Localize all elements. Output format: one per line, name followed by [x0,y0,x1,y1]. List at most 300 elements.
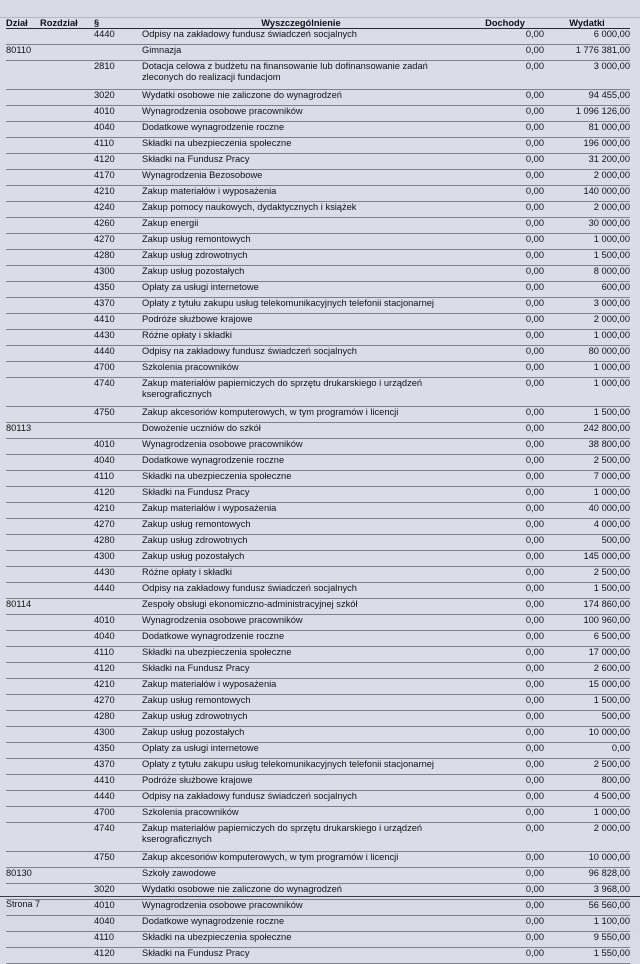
cell-dzial [6,298,40,314]
cell-rozdzial [40,45,94,61]
cell-dochody: 0,00 [466,90,544,106]
cell-rozdzial [40,154,94,170]
cell-text-line1: Zakup materiałów i wyposażenia [142,503,277,514]
cell-text-line1: Zakup akcesoriów komputerowych, w tym programów i licencji [142,852,399,863]
cell-wydatki: 8 000,00 [544,266,630,282]
cell-wyszczegolnienie [136,599,466,615]
cell-dzial [6,471,40,487]
cell-dzial [6,487,40,503]
cell-dochody: 0,00 [466,743,544,759]
cell-rozdzial [40,122,94,138]
cell-paragraf: 4370 [94,759,136,775]
cell-paragraf: 4740 [94,378,136,407]
cell-text-line1: Zakup usług remontowych [142,234,251,245]
cell-dzial [6,378,40,407]
table-row [6,948,630,964]
cell-dzial: 80114 [6,599,40,615]
cell-rozdzial [40,711,94,727]
cell-paragraf: 4010 [94,106,136,122]
table-row [6,823,630,852]
cell-rozdzial [40,551,94,567]
cell-paragraf: 4210 [94,503,136,519]
cell-wyszczegolnienie [136,314,466,330]
cell-wydatki: 94 455,00 [544,90,630,106]
table-row [6,455,630,471]
cell-dzial: 80130 [6,868,40,884]
cell-dochody: 0,00 [466,519,544,535]
cell-dzial [6,29,40,45]
cell-rozdzial [40,823,94,852]
cell-rozdzial [40,567,94,583]
cell-rozdzial [40,250,94,266]
cell-rozdzial [40,599,94,615]
table-row [6,868,630,884]
table-row [6,266,630,282]
cell-wyszczegolnienie [136,186,466,202]
cell-rozdzial [40,378,94,407]
cell-dochody: 0,00 [466,346,544,362]
cell-dzial [6,186,40,202]
cell-wyszczegolnienie [136,487,466,503]
cell-dochody: 0,00 [466,407,544,423]
cell-paragraf: 4440 [94,29,136,45]
cell-text-line1: Zakup usług zdrowotnych [142,711,248,722]
cell-rozdzial [40,852,94,868]
cell-wyszczegolnienie [136,138,466,154]
cell-text-line1: Składki na Fundusz Pracy [142,948,250,959]
cell-dochody: 0,00 [466,884,544,900]
cell-wydatki: 174 860,00 [544,599,630,615]
cell-paragraf: 4240 [94,202,136,218]
cell-text-line1: Wydatki osobowe nie zaliczone do wynagrodzeń [142,90,342,101]
cell-paragraf: 4270 [94,234,136,250]
cell-text-line1: Składki na Fundusz Pracy [142,154,250,165]
cell-rozdzial [40,487,94,503]
cell-wyszczegolnienie [136,282,466,298]
cell-text-line1: Wydatki osobowe nie zaliczone do wynagrodzeń [142,884,342,895]
table-row [6,122,630,138]
cell-rozdzial [40,631,94,647]
cell-text-line1: Wynagrodzenia osobowe pracowników [142,106,303,117]
cell-paragraf: 3020 [94,884,136,900]
cell-paragraf [94,599,136,615]
cell-rozdzial [40,314,94,330]
table-row [6,599,630,615]
table-body [6,29,630,964]
cell-wydatki: 10 000,00 [544,727,630,743]
cell-paragraf: 4170 [94,170,136,186]
cell-paragraf: 4270 [94,695,136,711]
cell-paragraf: 4010 [94,439,136,455]
cell-wyszczegolnienie [136,106,466,122]
table-row [6,346,630,362]
cell-paragraf: 4750 [94,852,136,868]
cell-dzial [6,807,40,823]
table-row [6,29,630,45]
cell-wydatki: 40 000,00 [544,503,630,519]
cell-wyszczegolnienie [136,170,466,186]
cell-text-line1: Składki na Fundusz Pracy [142,487,250,498]
cell-dochody: 0,00 [466,807,544,823]
cell-dzial [6,122,40,138]
table-row [6,519,630,535]
cell-paragraf: 4440 [94,791,136,807]
cell-wyszczegolnienie [136,61,466,90]
cell-wyszczegolnienie [136,122,466,138]
cell-wydatki: 500,00 [544,535,630,551]
cell-dzial [6,218,40,234]
cell-rozdzial [40,29,94,45]
cell-dochody: 0,00 [466,948,544,964]
table-row [6,439,630,455]
cell-rozdzial [40,423,94,439]
cell-wyszczegolnienie [136,535,466,551]
cell-rozdzial [40,535,94,551]
cell-dzial [6,138,40,154]
cell-wydatki: 1 000,00 [544,362,630,378]
column-header-paragraf: § [94,18,136,29]
cell-rozdzial [40,948,94,964]
cell-rozdzial [40,868,94,884]
cell-paragraf: 4410 [94,314,136,330]
column-header-wydatki: Wydatki [544,18,630,29]
page-footer [0,896,640,919]
cell-text-line1: Podróże służbowe krajowe [142,314,253,325]
table-row [6,138,630,154]
cell-dochody: 0,00 [466,900,544,916]
cell-dzial [6,90,40,106]
cell-wyszczegolnienie [136,695,466,711]
cell-text-line1: Dotacja celowa z budżetu na finansowanie lub dofinansowanie zadań [142,61,428,72]
cell-wydatki: 31 200,00 [544,154,630,170]
table-row [6,932,630,948]
cell-wyszczegolnienie [136,948,466,964]
cell-dochody: 0,00 [466,186,544,202]
cell-text-line1: Zakup usług remontowych [142,695,251,706]
cell-rozdzial [40,519,94,535]
cell-wyszczegolnienie [136,743,466,759]
table-row [6,90,630,106]
cell-wydatki: 7 000,00 [544,471,630,487]
table-row [6,250,630,266]
cell-wyszczegolnienie [136,90,466,106]
cell-wyszczegolnienie [136,631,466,647]
cell-text-line1: Zakup materiałów papierniczych do sprzętu drukarskiego i urządzeń [142,378,423,389]
cell-rozdzial [40,298,94,314]
cell-text-line1: Zakup usług zdrowotnych [142,250,248,261]
table-row [6,631,630,647]
cell-text-line1: Dodatkowe wynagrodzenie roczne [142,631,285,642]
cell-dzial [6,743,40,759]
cell-wydatki: 96 828,00 [544,868,630,884]
cell-rozdzial [40,330,94,346]
cell-wyszczegolnienie [136,330,466,346]
cell-dochody: 0,00 [466,138,544,154]
cell-dochody: 0,00 [466,916,544,932]
cell-rozdzial [40,266,94,282]
cell-dzial [6,314,40,330]
table-row [6,407,630,423]
table-header [6,18,630,29]
cell-wyszczegolnienie [136,455,466,471]
table-row [6,202,630,218]
cell-text-line2: zleconych do realizacji fundacjom [142,71,281,82]
column-header-dochody: Dochody [466,18,544,29]
cell-dochody: 0,00 [466,599,544,615]
cell-wyszczegolnienie [136,250,466,266]
cell-text-line1: Zakup usług remontowych [142,519,251,530]
cell-rozdzial [40,170,94,186]
cell-wydatki: 242 800,00 [544,423,630,439]
cell-rozdzial [40,695,94,711]
cell-wyszczegolnienie [136,791,466,807]
cell-dzial [6,775,40,791]
table-row [6,314,630,330]
cell-wydatki: 56 560,00 [544,900,630,916]
cell-dzial [6,346,40,362]
cell-dochody: 0,00 [466,852,544,868]
cell-dzial [6,282,40,298]
cell-dochody: 0,00 [466,727,544,743]
cell-wydatki: 1 000,00 [544,487,630,503]
cell-paragraf [94,868,136,884]
cell-text-line1: Gimnazja [142,45,182,56]
cell-wydatki: 3 968,00 [544,884,630,900]
table-row [6,487,630,503]
cell-rozdzial [40,138,94,154]
page-number-label: Strona 7 [6,899,41,909]
cell-wyszczegolnienie [136,234,466,250]
cell-paragraf: 2810 [94,61,136,90]
cell-rozdzial [40,663,94,679]
cell-paragraf: 4300 [94,266,136,282]
cell-text-line1: Wynagrodzenia osobowe pracowników [142,615,303,626]
cell-text-line1: Opłaty z tytułu zakupu usług telekomunikacyjnych telefonii stacjonarnej [142,298,434,309]
cell-text-line1: Dodatkowe wynagrodzenie roczne [142,916,285,927]
cell-dzial [6,663,40,679]
cell-text-line1: Wynagrodzenia osobowe pracowników [142,439,303,450]
cell-wydatki: 2 500,00 [544,455,630,471]
table-row [6,471,630,487]
cell-text-line1: Odpisy na zakładowy fundusz świadczeń socjalnych [142,583,357,594]
cell-dzial [6,948,40,964]
cell-dochody: 0,00 [466,759,544,775]
cell-wyszczegolnienie [136,298,466,314]
cell-wydatki: 81 000,00 [544,122,630,138]
cell-dochody: 0,00 [466,298,544,314]
cell-dzial [6,234,40,250]
cell-text-line1: Składki na Fundusz Pracy [142,663,250,674]
cell-text-line2: kserograficznych [142,833,212,844]
column-header-dzial: Dział [6,18,40,29]
cell-dzial [6,932,40,948]
cell-rozdzial [40,727,94,743]
cell-wyszczegolnienie [136,679,466,695]
cell-paragraf: 4350 [94,282,136,298]
cell-rozdzial [40,407,94,423]
cell-paragraf: 4210 [94,679,136,695]
cell-wydatki: 145 000,00 [544,551,630,567]
cell-paragraf: 4430 [94,330,136,346]
cell-dochody: 0,00 [466,250,544,266]
cell-rozdzial [40,218,94,234]
cell-wydatki: 3 000,00 [544,61,630,90]
cell-rozdzial [40,471,94,487]
cell-paragraf: 4440 [94,346,136,362]
cell-dochody: 0,00 [466,535,544,551]
cell-wydatki: 2 600,00 [544,663,630,679]
cell-wyszczegolnienie [136,346,466,362]
cell-text-line1: Zakup materiałów i wyposażenia [142,186,277,197]
cell-paragraf: 4280 [94,711,136,727]
cell-dzial [6,615,40,631]
cell-dochody: 0,00 [466,583,544,599]
cell-paragraf: 4370 [94,298,136,314]
cell-text-line1: Różne opłaty i składki [142,567,232,578]
cell-paragraf: 4300 [94,727,136,743]
cell-wydatki: 196 000,00 [544,138,630,154]
cell-paragraf: 4750 [94,407,136,423]
cell-paragraf: 4270 [94,519,136,535]
cell-paragraf: 4700 [94,362,136,378]
table-row [6,234,630,250]
cell-dochody: 0,00 [466,932,544,948]
cell-text-line1: Zakup akcesoriów komputerowych, w tym programów i licencji [142,407,399,418]
cell-dochody: 0,00 [466,791,544,807]
cell-dzial [6,647,40,663]
cell-dochody: 0,00 [466,362,544,378]
cell-dzial [6,61,40,90]
table-row [6,791,630,807]
cell-paragraf: 4440 [94,583,136,599]
cell-paragraf: 4350 [94,743,136,759]
cell-text-line1: Szkolenia pracowników [142,362,239,373]
cell-wydatki: 2 500,00 [544,567,630,583]
cell-paragraf: 4040 [94,916,136,932]
cell-wyszczegolnienie [136,727,466,743]
table-row [6,647,630,663]
table-row [6,743,630,759]
cell-wydatki: 2 000,00 [544,202,630,218]
cell-text-line1: Odpisy na zakładowy fundusz świadczeń socjalnych [142,346,357,357]
cell-dochody: 0,00 [466,202,544,218]
cell-wydatki: 800,00 [544,775,630,791]
cell-wydatki: 0,00 [544,743,630,759]
cell-text-line1: Składki na ubezpieczenia społeczne [142,932,292,943]
cell-dochody: 0,00 [466,106,544,122]
table-row [6,423,630,439]
table-row [6,679,630,695]
table-row [6,298,630,314]
cell-rozdzial [40,234,94,250]
table-row [6,727,630,743]
table-row [6,282,630,298]
cell-dzial: 80110 [6,45,40,61]
cell-text-line1: Opłaty za usługi internetowe [142,743,259,754]
cell-text-line2: kserograficznych [142,388,212,399]
cell-dochody: 0,00 [466,154,544,170]
cell-rozdzial [40,743,94,759]
cell-rozdzial [40,775,94,791]
table-row [6,45,630,61]
cell-dzial [6,106,40,122]
cell-text-line1: Zakup usług zdrowotnych [142,535,248,546]
cell-wydatki: 1 500,00 [544,407,630,423]
cell-dzial [6,551,40,567]
cell-text-line1: Składki na ubezpieczenia społeczne [142,647,292,658]
cell-dochody: 0,00 [466,218,544,234]
cell-wydatki: 600,00 [544,282,630,298]
cell-dochody: 0,00 [466,314,544,330]
cell-text-line1: Dodatkowe wynagrodzenie roczne [142,122,285,133]
cell-rozdzial [40,679,94,695]
table-row [6,551,630,567]
table-row [6,807,630,823]
cell-wydatki: 15 000,00 [544,679,630,695]
cell-dochody: 0,00 [466,695,544,711]
cell-text-line1: Szkoły zawodowe [142,868,216,879]
cell-dochody: 0,00 [466,45,544,61]
cell-paragraf: 4040 [94,122,136,138]
cell-wyszczegolnienie [136,551,466,567]
cell-dochody: 0,00 [466,487,544,503]
cell-paragraf: 3020 [94,90,136,106]
cell-paragraf: 4280 [94,250,136,266]
cell-dochody: 0,00 [466,471,544,487]
cell-dzial [6,679,40,695]
cell-wydatki: 1 100,00 [544,916,630,932]
table-row [6,330,630,346]
cell-dochody: 0,00 [466,711,544,727]
cell-rozdzial [40,90,94,106]
cell-wyszczegolnienie [136,583,466,599]
cell-wydatki: 2 500,00 [544,759,630,775]
cell-wyszczegolnienie [136,266,466,282]
column-header-rozdzial: Rozdział [40,18,94,29]
cell-rozdzial [40,583,94,599]
cell-text-line1: Dodatkowe wynagrodzenie roczne [142,455,285,466]
cell-rozdzial [40,807,94,823]
cell-wyszczegolnienie [136,647,466,663]
cell-rozdzial [40,186,94,202]
cell-rozdzial [40,791,94,807]
cell-wydatki: 1 000,00 [544,378,630,407]
cell-wyszczegolnienie [136,807,466,823]
cell-text-line1: Wynagrodzenia Bezosobowe [142,170,263,181]
cell-wydatki: 4 500,00 [544,791,630,807]
cell-wydatki: 500,00 [544,711,630,727]
cell-dochody: 0,00 [466,567,544,583]
cell-rozdzial [40,106,94,122]
cell-text-line1: Różne opłaty i składki [142,330,232,341]
cell-dzial [6,852,40,868]
cell-wyszczegolnienie [136,218,466,234]
cell-wyszczegolnienie [136,868,466,884]
cell-paragraf: 4430 [94,567,136,583]
cell-paragraf: 4120 [94,948,136,964]
cell-text-line1: Składki na ubezpieczenia społeczne [142,471,292,482]
table-row [6,378,630,407]
cell-text-line1: Zakup usług pozostałych [142,551,245,562]
cell-wyszczegolnienie [136,471,466,487]
cell-wyszczegolnienie [136,615,466,631]
cell-paragraf [94,423,136,439]
cell-text-line1: Zespoły obsługi ekonomiczno-administracyjnej szkół [142,599,358,610]
cell-dzial [6,250,40,266]
cell-dochody: 0,00 [466,647,544,663]
cell-wyszczegolnienie [136,759,466,775]
cell-rozdzial [40,503,94,519]
